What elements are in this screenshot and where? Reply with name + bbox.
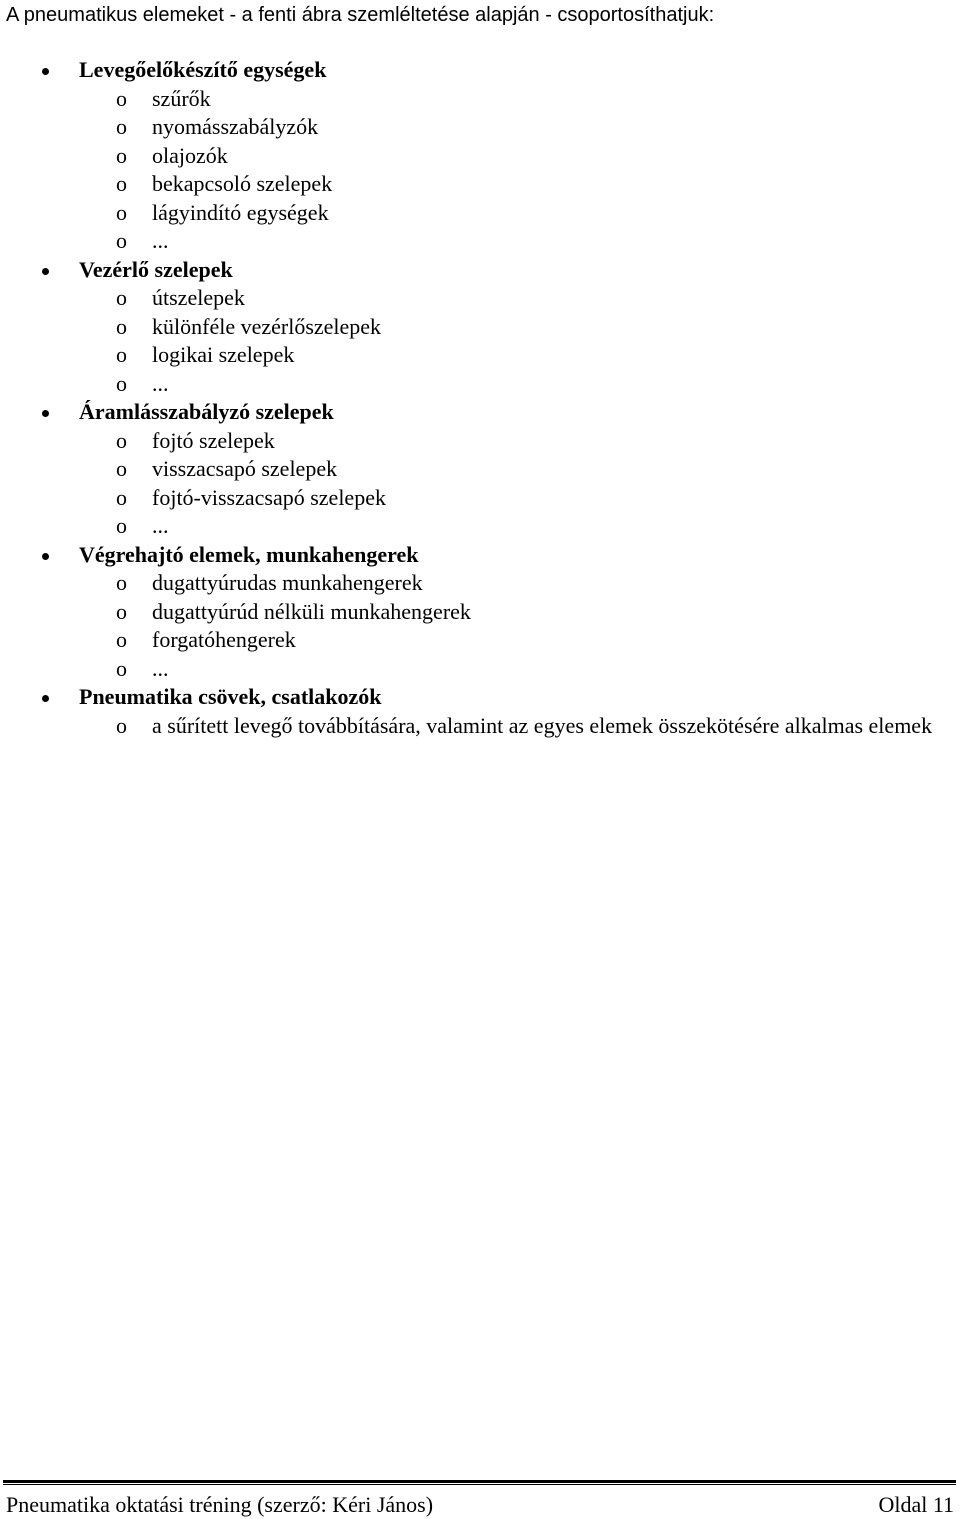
list-item	[0, 142, 960, 171]
list-item	[0, 598, 960, 627]
footer-title: Pneumatika oktatási tréning (szerző: Kéri János)	[6, 1492, 434, 1517]
list-item	[0, 85, 960, 114]
footer-divider	[3, 1480, 956, 1485]
circle-marker-icon: o	[116, 114, 127, 139]
circle-marker-icon: o	[116, 598, 127, 624]
list-item-label: ...	[152, 370, 169, 396]
list-item-label: ...	[152, 228, 169, 253]
circle-marker-icon: o	[116, 370, 127, 396]
circle-marker-icon: o	[116, 313, 127, 339]
list-item	[0, 370, 960, 399]
circle-marker-icon: o	[116, 285, 127, 310]
list-item-label: forgatóhengerek	[152, 627, 296, 652]
group-heading: Végrehajtó elemek, munkahengerek	[79, 541, 419, 567]
circle-marker-icon: o	[116, 427, 127, 453]
circle-marker-icon: o	[116, 142, 127, 168]
circle-marker-icon: o	[116, 655, 127, 681]
group-heading: Pneumatika csövek, csatlakozók	[79, 684, 382, 709]
list-item-label: fojtó-visszacsapó szelepek	[152, 484, 386, 510]
group-vezerlo-szelepek	[0, 256, 960, 399]
list-item	[0, 113, 960, 142]
intro-text: A pneumatikus elemeket - a fenti ábra szemléltetése alapján - csoportosíthatjuk:	[6, 4, 715, 26]
list-item	[0, 569, 960, 598]
list-item	[0, 655, 960, 684]
list-item	[0, 170, 960, 199]
list-item	[0, 227, 960, 256]
group-aramlasszabalyzo-szelepek	[0, 398, 960, 541]
group-heading: Áramlásszabályzó szelepek	[79, 399, 334, 424]
list-item-label: a sűrített levegő továbbítására, valamint az egyes elemek összekötésére alkalmas elemek	[152, 712, 933, 738]
list-item	[0, 284, 960, 313]
bullet-icon	[42, 410, 49, 417]
list-item	[0, 341, 960, 370]
circle-marker-icon: o	[116, 570, 127, 595]
group-heading-row	[0, 541, 960, 570]
bullet-icon	[42, 695, 49, 702]
group-heading-row	[0, 683, 960, 712]
circle-marker-icon: o	[116, 342, 127, 367]
list-item-label: ...	[152, 513, 169, 538]
bullet-icon	[42, 553, 49, 560]
list-item-label: fojtó szelepek	[152, 427, 275, 453]
circle-marker-icon: o	[116, 456, 127, 481]
list-item-label: lágyindító egységek	[152, 199, 329, 225]
circle-marker-icon: o	[116, 228, 127, 253]
list-item	[0, 427, 960, 456]
list-item	[0, 626, 960, 655]
list-item-label: dugattyúrúd nélküli munkahengerek	[152, 598, 471, 624]
circle-marker-icon: o	[116, 712, 127, 738]
bullet-icon	[42, 268, 49, 275]
group-pneumatika-csovek	[0, 683, 960, 769]
group-vegrehajto-elemek	[0, 541, 960, 684]
list-item	[0, 199, 960, 228]
list-item-label: visszacsapó szelepek	[152, 456, 338, 481]
group-heading: Levegőelőkészítő egységek	[79, 57, 327, 82]
page-number: Oldal 11	[878, 1492, 954, 1517]
list-item-label: útszelepek	[152, 285, 245, 310]
list-item-label: logikai szelepek	[152, 342, 295, 367]
group-heading: Vezérlő szelepek	[79, 256, 233, 282]
list-item-label: ...	[152, 655, 169, 681]
circle-marker-icon: o	[116, 627, 127, 652]
list-item-label: különféle vezérlőszelepek	[152, 313, 382, 339]
list-item-label: szűrők	[152, 85, 211, 111]
list-item	[0, 484, 960, 513]
list-item	[0, 512, 960, 541]
circle-marker-icon: o	[116, 484, 127, 510]
list-item-label: bekapcsoló szelepek	[152, 171, 333, 196]
circle-marker-icon: o	[116, 199, 127, 225]
group-heading-row	[0, 56, 960, 85]
group-levegoelokeszito	[0, 56, 960, 256]
list-item-label: olajozók	[152, 142, 228, 168]
list-item	[0, 712, 960, 769]
circle-marker-icon: o	[116, 171, 127, 196]
outline-list	[0, 56, 960, 769]
group-heading-row	[0, 398, 960, 427]
list-item-label: nyomásszabályzók	[152, 114, 319, 139]
circle-marker-icon: o	[116, 513, 127, 538]
group-heading-row	[0, 256, 960, 285]
circle-marker-icon: o	[116, 85, 127, 111]
list-item-label: dugattyúrudas munkahengerek	[152, 570, 423, 595]
list-item	[0, 455, 960, 484]
bullet-icon	[42, 68, 49, 75]
list-item	[0, 313, 960, 342]
